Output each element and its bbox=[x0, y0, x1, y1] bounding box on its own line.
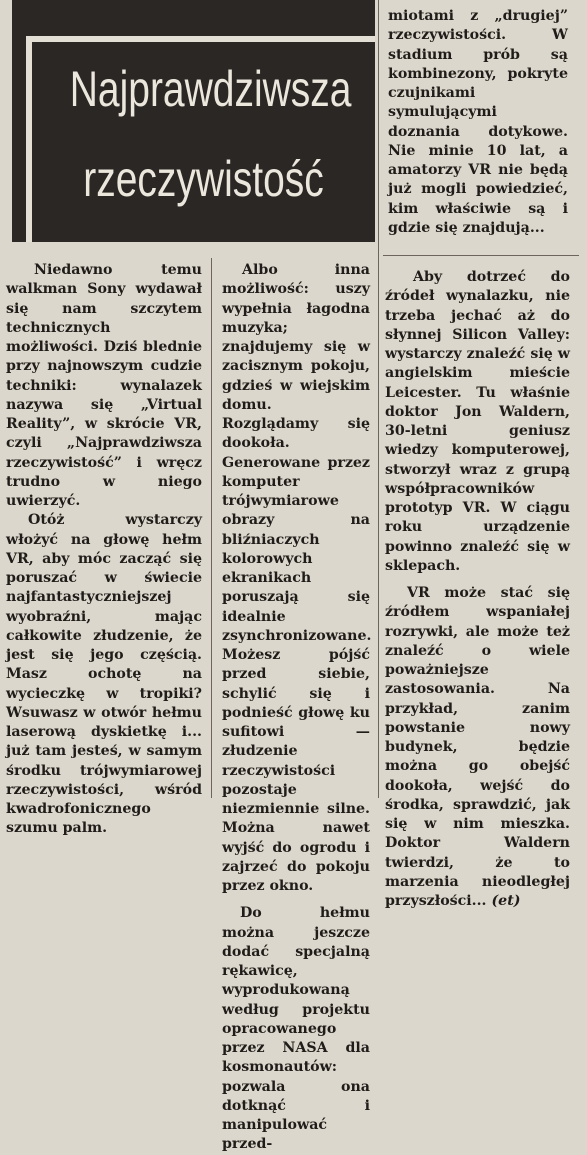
headline-block bbox=[12, 0, 375, 242]
column-3-paragraph-2 bbox=[385, 584, 570, 911]
column-1-paragraph-2: Otóż wystarczy włożyć na głowę hełm VR, aby móc zacząć się poruszać w świecie najfantastyczniejszej wyobraźni, mając całkowite złudzenie, że jest się jego częścią. Masz ochotę na wycieczkę w tropiki? Wsuwasz w otwór hełmu laserową dyskietkę i... już tam jesteś, w samym środku trójwymiarowej rzeczywistości, wśród kwadrofonicznego szumu palm. bbox=[6, 512, 202, 837]
column-2 bbox=[222, 261, 370, 1155]
column-2-paragraph-1: Albo inna możliwość: uszy wypełnia łagodna muzyka; znajdujemy się w zacisznym pokoju, gdzieś w wiejskim domu. Rozglądamy się dookoła. Generowane przez komputer trójwymiarowe obrazy na bliźniaczych kolorowych ekranikach poruszają się idealnie zsynchronizowane. Możesz pójść przed siebie, schylić się i podnieść głowę ku sufitowi — złudzenie rzeczywistości pozostaje niezmiennie silne. Można nawet wyjść do ogrodu i zajrzeć do pokoju przez okno. bbox=[222, 262, 372, 894]
column-divider-right bbox=[378, 0, 379, 798]
column-divider-horizontal bbox=[383, 255, 579, 256]
column-3-paragraph-1: Aby dotrzeć do źródeł wynalazku, nie trzeba jechać aż do słynnej Silicon Valley: wystarczy znaleźć się w angielskim mieście Leicester. Tu właśnie doktor Jon Waldern, 30-letni geniusz wiedzy komputerowej, stworzył wraz z grupą współpracowników prototyp VR. W ciągu roku urządzenie powinno znaleźć się w sklepach. bbox=[385, 269, 570, 574]
headline-line-2: rzeczywistość bbox=[83, 151, 324, 207]
column-3-top bbox=[388, 7, 568, 238]
column-2-paragraph-2: Do hełmu można jeszcze dodać specjalną rękawicę, wyprodukowaną według projektu opracowanego przez NASA dla kosmonautów: pozwala ona dotknąć i manipulować przed- bbox=[222, 905, 370, 1153]
headline-line-1: Najprawdziwsza bbox=[69, 61, 352, 117]
column-3-paragraph-2-text: VR może stać się źródłem wspaniałej rozrywki, ale może też znaleźć o wiele poważniejsze zastosowania. Na przykład, zanim powstanie nowy budynek, będzie można go obejść dookoła, wejść do środka, sprawdzić, jak się w nim mieszka. Doktor Waldern twierdzi, że to marzenia nieodległej przyszłości... bbox=[385, 585, 570, 909]
column-1-paragraph-1: Niedawno temu walkman Sony wydawał się nam szczytem technicznych możliwości. Dziś blednie przy najnowszym cudzie techniki: wynalazek nazywa się „Virtual Reality”, w skrócie VR, czyli „Najprawdziwsza rzeczywistość” i wręcz trudno w niego uwierzyć. bbox=[6, 262, 202, 509]
column-3-top-paragraph: miotami z „drugiej” rzeczywistości. W stadium prób są kombinezony, pokryte czujnikami symulującymi doznania dotykowe. Nie minie 10 lat, a amatorzy VR nie będą już mogli powiedzieć, kim właściwie są i gdzie się znajdują... bbox=[388, 8, 568, 236]
column-divider-left bbox=[211, 258, 212, 798]
author-signature: (et) bbox=[491, 893, 521, 909]
headline-frame bbox=[26, 36, 375, 242]
column-1 bbox=[6, 261, 202, 839]
column-3-bottom bbox=[385, 268, 570, 911]
